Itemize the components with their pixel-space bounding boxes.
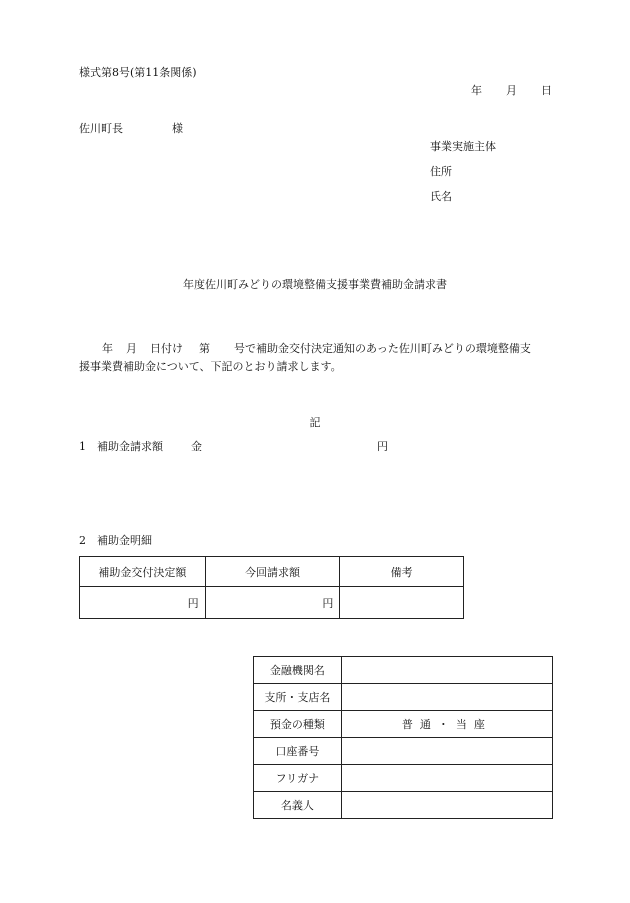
- account-holder-label: 名義人: [254, 792, 342, 819]
- body-month: 月: [126, 342, 137, 355]
- document-title: 年度佐川町みどりの環境整備支援事業費補助金請求書: [183, 278, 447, 291]
- detail-value-row: [80, 587, 464, 619]
- applicant-address: 住所: [430, 165, 452, 178]
- bank-name-value[interactable]: [341, 657, 552, 684]
- body-no-suffix: 号で補助金交付決定通知のあった佐川町みどりの環境整備支: [234, 342, 531, 355]
- recipient-honorific: 様: [172, 122, 183, 135]
- deposit-type-label: 預金の種類: [254, 711, 342, 738]
- ki-heading: 記: [309, 416, 321, 429]
- account-number-label: 口座番号: [254, 738, 342, 765]
- bank-row: [254, 792, 553, 819]
- furigana-label: フリガナ: [254, 765, 342, 792]
- bank-row: [254, 711, 553, 738]
- bank-row: [254, 765, 553, 792]
- section1-label: 1 補助金請求額: [79, 440, 163, 453]
- date-month: 月: [506, 84, 517, 97]
- detail-header-row: [80, 557, 464, 587]
- bank-row: [254, 738, 553, 765]
- applicant-name: 氏名: [430, 190, 452, 203]
- form-number: 様式第8号(第11条関係): [79, 66, 197, 79]
- detail-header-remarks: 備考: [340, 557, 464, 587]
- bank-table: [253, 656, 553, 819]
- detail-table: [79, 556, 464, 619]
- applicant-entity: 事業実施主体: [430, 140, 496, 153]
- bank-row: [254, 657, 553, 684]
- branch-name-value[interactable]: [341, 684, 552, 711]
- body-no-prefix: 第: [199, 342, 210, 355]
- bank-row: [254, 684, 553, 711]
- date-year: 年: [471, 84, 482, 97]
- detail-request-amount[interactable]: 円: [205, 587, 340, 619]
- recipient-name: 佐川町長: [79, 122, 123, 135]
- furigana-value[interactable]: [341, 765, 552, 792]
- section2-label: 2 補助金明細: [79, 534, 152, 547]
- account-number-value[interactable]: [341, 738, 552, 765]
- body-year: 年: [102, 342, 113, 355]
- detail-header-decided: 補助金交付決定額: [80, 557, 206, 587]
- body-line-2: 援事業費補助金について、下記のとおり請求します。: [79, 360, 342, 373]
- account-holder-value[interactable]: [341, 792, 552, 819]
- deposit-type-value[interactable]: 普通・当座: [341, 711, 552, 738]
- detail-remarks[interactable]: [340, 587, 464, 619]
- body-dated: 日付け: [150, 342, 183, 355]
- detail-header-request: 今回請求額: [205, 557, 340, 587]
- section1-kin: 金: [191, 440, 202, 453]
- section1-yen: 円: [377, 440, 388, 453]
- detail-decided-amount[interactable]: 円: [80, 587, 206, 619]
- bank-name-label: 金融機関名: [254, 657, 342, 684]
- branch-name-label: 支所・支店名: [254, 684, 342, 711]
- date-day: 日: [541, 84, 552, 97]
